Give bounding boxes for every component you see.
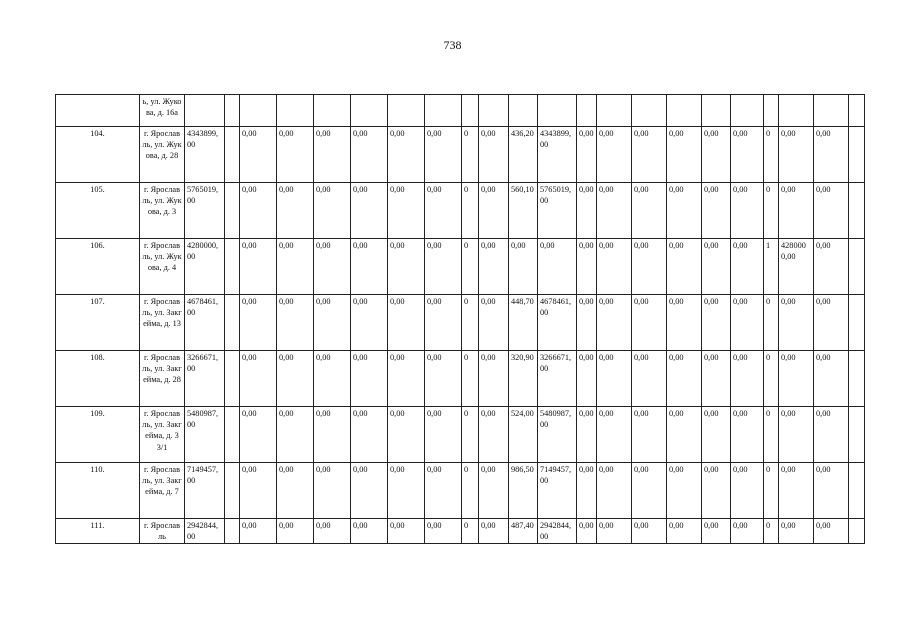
value-cell: [479, 95, 509, 127]
table-row-continuation: [56, 95, 865, 127]
value-cell: 0,00: [667, 295, 702, 351]
value-cell: 0,00: [479, 239, 509, 295]
value-cell: 0,00: [577, 295, 597, 351]
value-cell: [849, 183, 865, 239]
value-cell: 0,00: [538, 239, 577, 295]
value-cell: 0,00: [388, 519, 425, 544]
value-cell: 0,00: [388, 127, 425, 183]
value-cell: 0,00: [577, 351, 597, 407]
value-cell: 0,00: [240, 295, 277, 351]
value-cell: 0,00: [731, 463, 764, 519]
value-cell: 0,00: [779, 295, 814, 351]
value-cell: 0,00: [314, 519, 351, 544]
value-cell: 0: [462, 519, 479, 544]
value-cell: 0,00: [632, 239, 667, 295]
value-cell: 0,00: [577, 463, 597, 519]
value-cell: 0,00: [351, 239, 388, 295]
value-cell: 0,00: [577, 183, 597, 239]
value-cell: 0,00: [731, 351, 764, 407]
value-cell: 0,00: [240, 351, 277, 407]
value-cell: [849, 519, 865, 544]
value-cell: 0,00: [388, 295, 425, 351]
value-cell: 0,00: [314, 183, 351, 239]
value-cell: 0,00: [577, 519, 597, 544]
value-cell: [764, 95, 779, 127]
address-cell: г. Ярославль, ул. Закгейма, д. 7: [140, 463, 185, 519]
value-cell: [225, 127, 240, 183]
value-cell: 0,00: [702, 183, 731, 239]
value-cell: [702, 95, 731, 127]
value-cell: 524,00: [509, 407, 538, 463]
value-cell: 4343899,00: [538, 127, 577, 183]
value-cell: 4678461,00: [538, 295, 577, 351]
value-cell: 986,50: [509, 463, 538, 519]
value-cell: 5480987,00: [538, 407, 577, 463]
value-cell: [425, 95, 462, 127]
value-cell: [225, 463, 240, 519]
value-cell: 0: [764, 407, 779, 463]
value-cell: 0,00: [731, 183, 764, 239]
value-cell: 0,00: [425, 239, 462, 295]
row-number-cell: 104.: [56, 127, 140, 183]
table-row: [56, 127, 865, 183]
value-cell: 448,70: [509, 295, 538, 351]
row-number-cell: 107.: [56, 295, 140, 351]
value-cell: [849, 239, 865, 295]
address-cell: г. Ярославль, ул. Закгейма, д. 33/1: [140, 407, 185, 463]
value-cell: 0: [462, 407, 479, 463]
value-cell: [388, 95, 425, 127]
row-number-cell: 105.: [56, 183, 140, 239]
value-cell: 0,00: [277, 407, 314, 463]
address-cell: г. Ярославль: [140, 519, 185, 544]
value-cell: 0: [764, 351, 779, 407]
value-cell: 0,00: [314, 463, 351, 519]
value-cell: 0,00: [779, 351, 814, 407]
value-cell: 0: [764, 183, 779, 239]
value-cell: 0,00: [277, 183, 314, 239]
value-cell: [509, 95, 538, 127]
value-cell: 0,00: [277, 351, 314, 407]
value-cell: 0: [462, 183, 479, 239]
address-cell: г. Ярославль, ул. Жукова, д. 3: [140, 183, 185, 239]
value-cell: 0,00: [314, 127, 351, 183]
value-cell: 0,00: [277, 239, 314, 295]
value-cell: 0,00: [814, 519, 849, 544]
value-cell: 0,00: [667, 351, 702, 407]
value-cell: 0,00: [388, 183, 425, 239]
value-cell: 0,00: [240, 463, 277, 519]
value-cell: 0,00: [779, 407, 814, 463]
value-cell: 0,00: [632, 127, 667, 183]
value-cell: 0,00: [351, 351, 388, 407]
value-cell: [632, 95, 667, 127]
value-cell: 0,00: [779, 519, 814, 544]
value-cell: 0,00: [667, 127, 702, 183]
value-cell: 0,00: [702, 463, 731, 519]
value-cell: [277, 95, 314, 127]
value-cell: [731, 95, 764, 127]
value-cell: 0,00: [597, 519, 632, 544]
value-cell: 0: [462, 351, 479, 407]
value-cell: 0,00: [814, 463, 849, 519]
value-cell: 0,00: [277, 127, 314, 183]
value-cell: [849, 463, 865, 519]
value-cell: 0,00: [814, 351, 849, 407]
value-cell: [667, 95, 702, 127]
value-cell: 0,00: [667, 239, 702, 295]
value-cell: 0: [764, 463, 779, 519]
value-cell: [849, 407, 865, 463]
value-cell: 320,90: [509, 351, 538, 407]
value-cell: [225, 239, 240, 295]
address-cell: г. Ярославль, ул. Жукова, д. 4: [140, 239, 185, 295]
value-cell: [597, 95, 632, 127]
table-row: [56, 295, 865, 351]
table-row: [56, 183, 865, 239]
page-number: 738: [443, 38, 462, 52]
value-cell: 2942844,00: [538, 519, 577, 544]
value-cell: [225, 295, 240, 351]
value-cell: 0,00: [277, 463, 314, 519]
value-cell: 0,00: [277, 519, 314, 544]
value-cell: 487,40: [509, 519, 538, 544]
value-cell: [185, 95, 225, 127]
value-cell: 0,00: [632, 407, 667, 463]
row-number-cell: 106.: [56, 239, 140, 295]
value-cell: 0,00: [425, 127, 462, 183]
value-cell: 0,00: [277, 295, 314, 351]
value-cell: [849, 127, 865, 183]
value-cell: [462, 95, 479, 127]
value-cell: 0,00: [388, 463, 425, 519]
value-cell: 4280000,00: [779, 239, 814, 295]
row-number-cell: [56, 95, 140, 127]
value-cell: 0,00: [479, 407, 509, 463]
value-cell: 0,00: [479, 127, 509, 183]
value-cell: 7149457,00: [538, 463, 577, 519]
value-cell: 0: [462, 463, 479, 519]
value-cell: [240, 95, 277, 127]
value-cell: [849, 95, 865, 127]
row-number-cell: 111.: [56, 519, 140, 544]
value-cell: [225, 183, 240, 239]
value-cell: 0,00: [240, 127, 277, 183]
address-cell: ь, ул. Жукова, д. 16а: [140, 95, 185, 127]
value-cell: 0,00: [632, 183, 667, 239]
value-cell: 3266671,00: [538, 351, 577, 407]
value-cell: 0,00: [667, 463, 702, 519]
value-cell: 0,00: [425, 183, 462, 239]
value-cell: 0,00: [597, 463, 632, 519]
value-cell: 0,00: [240, 407, 277, 463]
value-cell: 5765019,00: [538, 183, 577, 239]
value-cell: 0,00: [351, 407, 388, 463]
value-cell: 0,00: [388, 407, 425, 463]
value-cell: [849, 351, 865, 407]
value-cell: [225, 407, 240, 463]
table-row: [56, 407, 865, 463]
value-cell: 0,00: [314, 295, 351, 351]
value-cell: 560,10: [509, 183, 538, 239]
value-cell: 0: [462, 127, 479, 183]
value-cell: 0,00: [702, 351, 731, 407]
value-cell: 2942844,00: [185, 519, 225, 544]
value-cell: 0,00: [388, 239, 425, 295]
value-cell: 0,00: [479, 519, 509, 544]
value-cell: 0,00: [388, 351, 425, 407]
value-cell: 0,00: [425, 295, 462, 351]
value-cell: 0,00: [597, 407, 632, 463]
value-cell: [814, 95, 849, 127]
value-cell: 0,00: [632, 295, 667, 351]
value-cell: 0,00: [597, 351, 632, 407]
row-number-cell: 108.: [56, 351, 140, 407]
value-cell: 0,00: [632, 463, 667, 519]
value-cell: 0,00: [577, 127, 597, 183]
value-cell: 0,00: [509, 239, 538, 295]
row-number-cell: 109.: [56, 407, 140, 463]
value-cell: 0,00: [731, 519, 764, 544]
value-cell: 0,00: [597, 295, 632, 351]
value-cell: 4678461,00: [185, 295, 225, 351]
value-cell: [351, 95, 388, 127]
value-cell: 0,00: [351, 183, 388, 239]
value-cell: [849, 295, 865, 351]
value-cell: 0,00: [425, 519, 462, 544]
value-cell: 0,00: [351, 519, 388, 544]
value-cell: 0,00: [814, 239, 849, 295]
value-cell: 0,00: [314, 407, 351, 463]
value-cell: 1: [764, 239, 779, 295]
value-cell: 0,00: [240, 519, 277, 544]
value-cell: [314, 95, 351, 127]
value-cell: 0,00: [479, 351, 509, 407]
value-cell: 0,00: [731, 295, 764, 351]
value-cell: 0,00: [240, 183, 277, 239]
value-cell: 0,00: [779, 183, 814, 239]
table-row: [56, 239, 865, 295]
value-cell: 0,00: [814, 407, 849, 463]
value-cell: 0,00: [597, 127, 632, 183]
value-cell: 0,00: [702, 239, 731, 295]
value-cell: 0,00: [702, 519, 731, 544]
table-row: [56, 463, 865, 519]
value-cell: 0,00: [577, 407, 597, 463]
register-table: [55, 94, 865, 544]
value-cell: 4343899,00: [185, 127, 225, 183]
value-cell: 0,00: [702, 295, 731, 351]
value-cell: [225, 95, 240, 127]
value-cell: 5480987,00: [185, 407, 225, 463]
value-cell: 0,00: [479, 183, 509, 239]
value-cell: 0,00: [731, 407, 764, 463]
value-cell: 0,00: [314, 239, 351, 295]
address-cell: г. Ярославль, ул. Закгейма, д. 28: [140, 351, 185, 407]
value-cell: 0,00: [597, 239, 632, 295]
value-cell: [225, 351, 240, 407]
value-cell: 0,00: [632, 351, 667, 407]
value-cell: 0: [764, 127, 779, 183]
value-cell: 0,00: [779, 463, 814, 519]
value-cell: 0,00: [731, 239, 764, 295]
row-number-cell: 110.: [56, 463, 140, 519]
value-cell: 436,20: [509, 127, 538, 183]
table-row: [56, 519, 865, 544]
value-cell: [225, 519, 240, 544]
value-cell: 0,00: [731, 127, 764, 183]
value-cell: 0,00: [779, 127, 814, 183]
value-cell: 4280000,00: [185, 239, 225, 295]
value-cell: 0,00: [702, 407, 731, 463]
value-cell: 0,00: [351, 295, 388, 351]
value-cell: 0,00: [667, 407, 702, 463]
value-cell: 0,00: [702, 127, 731, 183]
value-cell: 5765019,00: [185, 183, 225, 239]
value-cell: 0: [764, 519, 779, 544]
value-cell: 3266671,00: [185, 351, 225, 407]
value-cell: 7149457,00: [185, 463, 225, 519]
value-cell: 0: [462, 295, 479, 351]
value-cell: 0,00: [240, 239, 277, 295]
address-cell: г. Ярославль, ул. Жукова, д. 28: [140, 127, 185, 183]
value-cell: 0: [764, 295, 779, 351]
value-cell: 0,00: [667, 183, 702, 239]
value-cell: 0,00: [814, 295, 849, 351]
value-cell: 0,00: [351, 463, 388, 519]
value-cell: 0,00: [425, 407, 462, 463]
value-cell: 0,00: [314, 351, 351, 407]
value-cell: 0,00: [425, 351, 462, 407]
value-cell: 0,00: [425, 463, 462, 519]
value-cell: 0,00: [667, 519, 702, 544]
value-cell: 0,00: [479, 295, 509, 351]
value-cell: [779, 95, 814, 127]
address-cell: г. Ярославль, ул. Закгейма, д. 13: [140, 295, 185, 351]
value-cell: 0: [462, 239, 479, 295]
value-cell: 0,00: [814, 183, 849, 239]
table-row: [56, 351, 865, 407]
value-cell: 0,00: [577, 239, 597, 295]
value-cell: [538, 95, 577, 127]
value-cell: 0,00: [632, 519, 667, 544]
value-cell: 0,00: [814, 127, 849, 183]
value-cell: [577, 95, 597, 127]
value-cell: 0,00: [351, 127, 388, 183]
value-cell: 0,00: [479, 463, 509, 519]
value-cell: 0,00: [597, 183, 632, 239]
